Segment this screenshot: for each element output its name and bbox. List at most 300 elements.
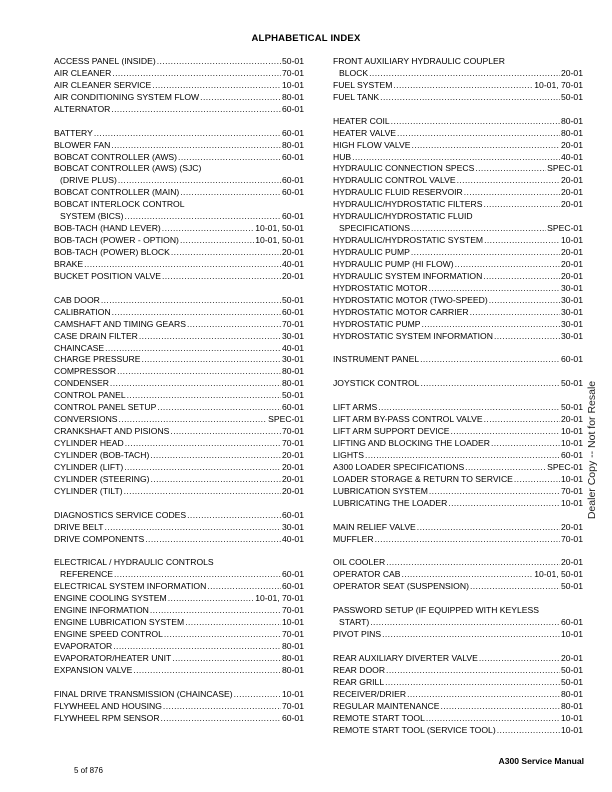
dot-leader [171,247,281,259]
index-entry-label: BUCKET POSITION VALVE [54,270,161,281]
index-entry-label: BOBCAT CONTROLLER (AWS) (SJC) [54,163,202,174]
index-entry-page: 20-01 [561,557,583,568]
index-entry-label: HYDRAULIC CONTROL VALVE [333,175,456,186]
watermark-side [585,300,599,600]
dot-leader [470,307,560,319]
index-entry [54,152,304,164]
index-entry [333,462,583,474]
index-entry-label: FLYWHEEL RPM SENSOR [54,712,160,723]
dot-leader [172,653,281,665]
index-entry [54,211,304,223]
index-entry-page: 60-01 [282,175,304,186]
dot-leader [161,713,281,725]
index-entry [333,474,583,486]
index-entry-page: 70-01 [561,533,583,544]
dot-leader [420,378,560,390]
index-entry [333,665,583,677]
index-entry [333,128,583,140]
index-entry-label: FINAL DRIVE TRANSMISSION (CHAINCASE) [54,688,233,699]
index-entry-label: HYDRAULIC/HYDROSTATIC FLUID [333,211,473,222]
dot-leader [448,498,560,510]
dot-leader [422,319,560,331]
index-entry [54,390,304,402]
index-entry-label: CYLINDER HEAD [54,438,124,448]
index-spacer [333,366,583,378]
index-entry-label: BLOCK [339,67,369,78]
index-entry-label: CYLINDER (TILT) [54,485,123,496]
index-entry-label: COMPRESSOR [54,366,117,377]
index-entry-page: 50-01 [282,56,304,66]
index-entry-page: 60-01 [282,103,304,114]
dot-leader [470,581,560,593]
dot-leader [163,701,281,713]
index-entry-label: ENGINE SPEED CONTROL [54,629,163,639]
index-entry-label: REAR DOOR [333,664,386,675]
index-entry-page: 80-01 [561,700,583,711]
index-entry-page: 70-01 [282,700,304,711]
dot-leader [94,128,281,140]
dot-leader [141,354,281,366]
index-entry-label: SPECIFICATIONS [339,223,410,234]
index-entry-label: REMOTE START TOOL [333,712,425,723]
index-spacer [54,545,304,557]
index-entry-page: 70-01 [282,438,304,448]
index-entry [54,593,304,605]
index-entry [54,163,304,175]
index-spacer [333,545,583,557]
index-entry-label: ENGINE LUBRICATION SYSTEM [54,617,185,628]
index-entry [54,689,304,701]
dot-leader [170,426,281,438]
index-entry [333,414,583,426]
index-entry [54,569,304,581]
index-entry-label: MAIN RELIEF VALVE [333,521,416,532]
index-entry-label: CYLINDER (BOB-TACH) [54,449,150,460]
index-entry-label: ELECTRICAL SYSTEM INFORMATION [54,581,207,592]
index-entry-page: 50-01 [561,676,583,687]
index-entry [333,569,583,581]
index-entry-label: HYDRAULIC CONNECTION SPECS [333,163,475,174]
index-entry-label: HYDROSTATIC SYSTEM INFORMATION [333,330,493,341]
index-entry-page: 70-01 [282,318,304,329]
dot-leader [378,402,560,414]
index-spacer [333,343,583,355]
dot-leader [479,653,560,665]
index-entry [333,534,583,546]
index-entry-label: REFERENCE [60,569,114,580]
index-entry-label: CHARGE PRESSURE [54,354,141,365]
index-entry-label: BOBCAT INTERLOCK CONTROL [54,199,185,210]
dot-leader [118,175,281,187]
index-entry-page: 60-01 [282,306,304,317]
index-entry [333,175,583,187]
index-entry-page: 10-01 [561,473,583,484]
index-spacer [54,498,304,510]
dot-leader [514,474,560,486]
index-entry [54,617,304,629]
index-entry-page: 50-01 [561,378,583,389]
index-entry-page: 20-01 [561,199,583,210]
index-entry-page: 20-01 [561,652,583,663]
dot-leader [105,522,282,534]
index-entry-label: FLYWHEEL AND HOUSING [54,700,162,711]
index-entry-label: HYDROSTATIC MOTOR CARRIER [333,306,469,317]
dot-leader [139,331,281,343]
dot-leader [110,378,281,390]
index-entry [54,534,304,546]
index-entry-page: 70-01 [282,67,304,78]
index-entry-page: 60-01 [282,127,304,138]
index-column-left [54,56,304,725]
index-entry-label: LIFT ARM SUPPORT DEVICE [333,426,450,437]
index-entry-label: SYSTEM (BICS) [60,211,124,222]
index-entry [333,522,583,534]
index-entry [333,295,583,307]
index-entry-page: 10-01, 70-01 [534,79,583,90]
index-entry-label: PASSWORD SETUP (IF EQUIPPED WITH KEYLESS [333,605,539,616]
index-entry-label: (DRIVE PLUS) [60,175,117,186]
dot-leader [457,175,560,187]
index-entry-page: 20-01 [561,521,583,532]
index-entry [333,235,583,247]
index-entry [54,629,304,641]
index-entry [333,247,583,259]
index-entry-page: 20-01 [561,270,583,281]
dot-leader [369,68,560,80]
index-entry [333,187,583,199]
index-spacer [333,641,583,653]
index-entry-label: EVAPORATOR [54,640,113,651]
index-entry-label: HYDRAULIC FLUID RESERVOIR [333,187,463,198]
index-entry-page: 30-01 [561,330,583,341]
index-entry [54,319,304,331]
index-entry [333,283,583,295]
index-entry-page: 10-01, 50-01 [255,235,304,246]
index-entry-page: 70-01 [282,629,304,639]
index-entry-label: ALTERNATOR [54,103,111,114]
index-entry-label: CONVERSIONS [54,414,118,425]
index-entry-label: LIFT ARM BY-PASS CONTROL VALVE [333,414,483,425]
index-entry-page: 40-01 [561,151,583,162]
dot-leader [125,211,282,223]
index-entry [333,211,583,223]
index-entry [54,486,304,498]
index-entry-page: 10-01 [561,712,583,723]
dot-leader [114,569,281,581]
dot-leader [475,163,546,175]
index-entry-label: HYDROSTATIC MOTOR [333,282,428,293]
index-entry-page: SPEC-01 [547,163,583,174]
index-entry-page: 70-01 [282,426,304,437]
index-entry [54,80,304,92]
index-entry-page: 60-01 [561,617,583,628]
dot-leader [484,235,560,247]
index-entry-label: CAB DOOR [54,294,100,305]
index-entry-page: 80-01 [282,139,304,150]
index-entry-page: 10-01 [282,688,304,699]
dot-leader [125,438,281,450]
index-entry [54,128,304,140]
index-entry-page: 10-01 [561,426,583,437]
index-spacer [54,677,304,689]
index-entry-label: AIR CLEANER [54,67,112,78]
manual-name: A300 Service Manual [498,756,584,766]
index-entry [333,605,583,617]
index-entry [54,175,304,187]
dot-leader [393,80,533,92]
dot-leader [375,534,560,546]
index-entry-page: 70-01 [561,485,583,496]
index-entry-label: REAR GRILL [333,676,385,687]
dot-leader [370,617,560,629]
index-entry-label: DRIVE BELT [54,521,104,532]
index-entry-label: OIL COOLER [333,557,386,568]
dot-leader [178,152,281,164]
index-entry-page: 10-01 [561,235,583,246]
index-entry [333,140,583,152]
index-entry-page: 50-01 [282,390,304,401]
index-entry [54,557,304,569]
index-entry-label: CRANKSHAFT AND PISIONS [54,426,170,437]
index-entry [54,187,304,199]
dot-leader [402,569,534,581]
index-entry [333,259,583,271]
index-entry-page: 30-01 [282,521,304,532]
dot-leader [150,450,281,462]
index-entry-page: 30-01 [561,294,583,305]
index-entry [54,295,304,307]
index-entry-label: REGULAR MAINTENANCE [333,700,440,711]
index-entry-page: 80-01 [282,91,304,102]
index-entry-label: DRIVE COMPONENTS [54,533,145,544]
index-entry-page: 20-01 [282,473,304,484]
index-column-right [333,56,583,736]
index-entry [54,223,304,235]
index-entry [54,414,304,426]
index-spacer [333,104,583,116]
index-entry [54,247,304,259]
index-entry [54,665,304,677]
index-entry-label: A300 LOADER SPECIFICATIONS [333,461,465,472]
dot-leader [162,223,254,235]
index-entry [54,426,304,438]
index-entry-page: 20-01 [561,139,583,150]
index-entry-page: 10-01 [561,497,583,508]
dot-leader [207,581,281,593]
index-spacer [54,283,304,295]
index-entry-page: 80-01 [282,366,304,377]
index-entry-page: 60-01 [282,712,304,723]
index-entry-label: HYDRAULIC SYSTEM INFORMATION [333,270,483,281]
dot-leader [162,271,281,283]
dot-leader [111,140,281,152]
index-entry-page: 60-01 [282,151,304,162]
index-entry-label: CALIBRATION [54,306,111,317]
index-entry [333,450,583,462]
dot-leader [164,629,281,641]
index-entry-page: 10-01 [282,79,304,90]
index-entry-page: 10-01, 50-01 [255,223,304,234]
dot-leader [119,414,268,426]
dot-leader [234,689,281,701]
index-entry [333,68,583,80]
dot-leader [429,283,560,295]
index-entry-label: HUB [333,151,352,162]
dot-leader [117,366,281,378]
index-entry-label: ENGINE COOLING SYSTEM [54,593,167,604]
index-entry-label: LIFT ARMS [333,402,378,413]
index-entry [54,378,304,390]
dot-leader [157,56,281,68]
index-entry-page: 60-01 [282,187,304,198]
index-entry-label: CYLINDER (STEERING) [54,473,150,484]
index-entry-label: CONTROL PANEL [54,390,126,401]
dot-leader [101,295,281,307]
index-entry [333,438,583,450]
index-entry-label: ACCESS PANEL (INSIDE) [54,56,156,66]
dot-leader [385,677,560,689]
index-entry-label: REMOTE START TOOL (SERVICE TOOL) [333,724,496,735]
index-entry [333,163,583,175]
dot-leader [105,343,281,355]
dot-leader [150,605,281,617]
dot-leader [124,462,281,474]
dot-leader [185,617,281,629]
index-entry [333,354,583,366]
index-entry-page: 20-01 [282,247,304,257]
index-entry [333,199,583,211]
dot-leader [180,235,254,247]
dot-leader [365,450,560,462]
dot-leader [426,713,560,725]
index-entry [54,271,304,283]
index-entry-label: BOB-TACH (POWER) BLOCK [54,247,170,257]
index-entry-page: 40-01 [282,533,304,544]
index-entry-page: 60-01 [282,402,304,413]
index-entry-page: 10-01, 70-01 [255,593,304,604]
dot-leader [412,140,561,152]
index-entry [54,701,304,713]
index-entry-label: OPERATOR SEAT (SUSPENSION) [333,581,469,592]
index-entry-label: CASE DRAIN FILTER [54,330,138,341]
index-entry [54,474,304,486]
dot-leader [489,295,560,307]
index-entry-label: FRONT AUXILIARY HYDRAULIC COUPLER [333,56,505,66]
index-entry-page: 80-01 [282,664,304,675]
index-entry [54,307,304,319]
index-entry [333,223,583,235]
dot-leader [187,510,281,522]
index-entry-label: BOBCAT CONTROLLER (MAIN) [54,187,180,198]
index-entry [333,426,583,438]
index-entry-page: 10-01, 50-01 [534,569,583,580]
dot-leader [84,259,281,271]
index-entry [54,366,304,378]
index-entry-label: CAMSHAFT AND TIMING GEARS [54,318,186,329]
index-entry-label: HYDRAULIC PUMP [333,247,410,257]
index-entry [333,56,583,68]
index-entry-label: CONTROL PANEL SETUP [54,402,157,413]
dot-leader [112,68,281,80]
index-entry-page: 20-01 [561,175,583,186]
index-entry [333,557,583,569]
index-entry-page: SPEC-01 [268,414,304,425]
index-entry [54,92,304,104]
index-entry [333,378,583,390]
index-entry-page: SPEC-01 [547,223,583,234]
dot-leader [417,522,560,534]
dot-leader [112,307,281,319]
index-entry-page: 50-01 [561,664,583,675]
index-entry-page: 80-01 [282,378,304,389]
index-entry-page: 10-01 [561,629,583,639]
dot-leader [133,665,281,677]
index-entry [333,629,583,641]
index-entry-page: 70-01 [282,605,304,616]
index-spacer [333,510,583,522]
index-entry [54,450,304,462]
index-entry [54,522,304,534]
dot-leader [382,629,560,641]
dot-leader [483,271,560,283]
index-entry [54,510,304,522]
index-entry [54,354,304,366]
dot-leader [483,199,560,211]
index-entry-page: 60-01 [282,211,304,222]
index-entry-label: HYDROSTATIC MOTOR (TWO-SPEED) [333,294,488,305]
index-entry [333,725,583,737]
index-entry-page: 60-01 [282,569,304,580]
index-entry-page: 60-01 [282,509,304,520]
index-spacer [54,116,304,128]
dot-leader [187,319,281,331]
dot-leader [380,92,560,104]
dot-leader [491,438,560,450]
index-entry-label: HYDRAULIC/HYDROSTATIC FILTERS [333,199,483,210]
index-spacer [333,390,583,402]
index-entry [333,713,583,725]
index-entry-label: CHAINCASE [54,342,105,353]
dot-leader [168,593,255,605]
index-entry-page: 80-01 [561,688,583,699]
index-entry-page: 30-01 [282,330,304,341]
index-entry [333,319,583,331]
index-entry [54,653,304,665]
dot-leader [151,474,282,486]
index-entry-page: 50-01 [561,402,583,413]
index-entry-page: 20-01 [561,258,583,269]
index-entry-label: JOYSTICK CONTROL [333,378,420,389]
index-entry-page: 60-01 [561,354,583,365]
dot-leader [484,414,560,426]
dot-leader [386,557,560,569]
index-entry [333,331,583,343]
page-number: 5 of 876 [74,766,103,775]
index-entry [333,701,583,713]
dot-leader [451,426,560,438]
index-entry [333,617,583,629]
dot-leader [127,390,281,402]
dot-leader [465,462,546,474]
dot-leader [429,486,560,498]
index-entry-label: HEATER VALVE [333,127,397,138]
index-entry-page: 20-01 [282,461,304,472]
dot-leader [411,223,546,235]
index-entry [333,486,583,498]
index-entry-label: OPERATOR CAB [333,569,401,580]
index-entry [54,235,304,247]
index-entry-page: SPEC-01 [547,461,583,472]
